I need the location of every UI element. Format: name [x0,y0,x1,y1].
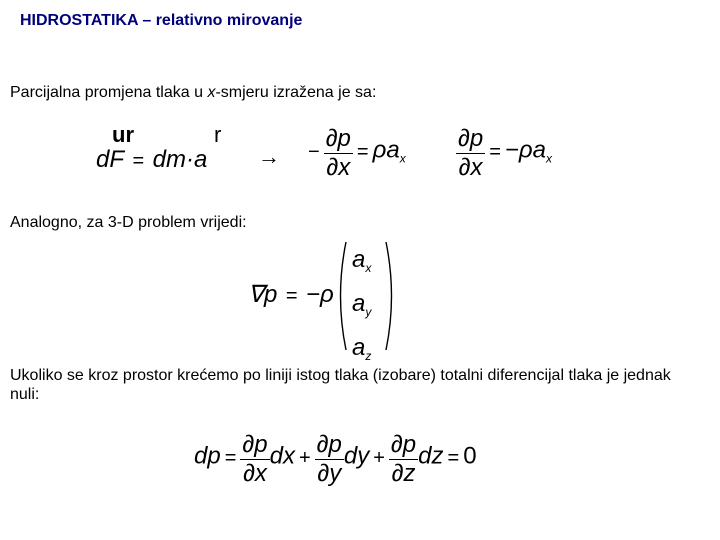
equation-gradient [248,240,408,363]
equals-sign: = [224,446,237,469]
para1-suffix: -smjeru izražena je sa: [215,84,377,101]
zero: 0 [463,442,477,470]
mass-times-acceleration: dm·a [152,146,208,173]
para1-prefix: Parcijalna promjena tlaka u [10,84,208,101]
acceleration-vector [352,242,371,374]
partial-p: ∂p [325,125,351,152]
rho-a: ρa [372,136,400,164]
nabla-p: ∇p [248,281,278,308]
component-az: $a_z$ [352,334,372,363]
slide-title: HIDROSTATIKA – relativno mirovanje [20,12,303,29]
partial-x: ∂x [458,154,483,181]
equals-sign: = [356,140,369,163]
para1-x-variable: x [207,84,216,101]
partial-x: ∂x [243,460,267,487]
paragraph-isobar: Ukoliko se kroz prostor krećemo po liniji istog tlaka (izobare) totalni diferencijal tlaka je jednak nuli: [10,367,671,403]
equation-x-direction [304,126,406,181]
partial-x: ∂x [326,154,351,181]
force-differential: dF [96,146,125,173]
implies-arrow: → [258,144,280,169]
partial-p: ∂p [316,431,342,458]
left-paren [334,240,348,352]
partial-p: ∂p [242,431,268,458]
paragraph-partial-change [10,84,376,102]
dp: dp [194,442,221,470]
equation-x-direction-result [456,126,552,181]
right-paren [384,240,398,352]
paragraph-3d: Analogno, za 3-D problem vrijedi: [10,214,247,231]
partial-y: ∂y [317,460,342,487]
partial-p: ∂p [458,125,484,152]
equals-sign: = [489,140,501,163]
plus-sign: + [373,446,385,469]
neg-rho-a: −ρa [504,136,547,164]
neg-rho: −ρ [306,281,334,308]
dz: dz [418,442,444,470]
equals-sign: = [132,150,145,172]
equation-total-differential [194,432,477,487]
subscript-x: x [399,151,406,166]
dx: dx [269,442,295,470]
component-ay: $a_y$ [352,290,372,319]
vector-arrow-a: r [214,122,222,147]
partial-p: ∂p [390,431,417,458]
vector-arrow-F: ur [112,122,134,147]
dy: dy [343,442,370,470]
plus-sign: + [298,446,311,469]
equals-sign: = [285,285,298,307]
equals-sign: = [447,446,460,469]
subscript-x: x [546,151,553,166]
minus-sign: − [308,140,320,163]
component-ax: $a_x$ [352,246,372,275]
partial-z: ∂z [391,460,416,487]
